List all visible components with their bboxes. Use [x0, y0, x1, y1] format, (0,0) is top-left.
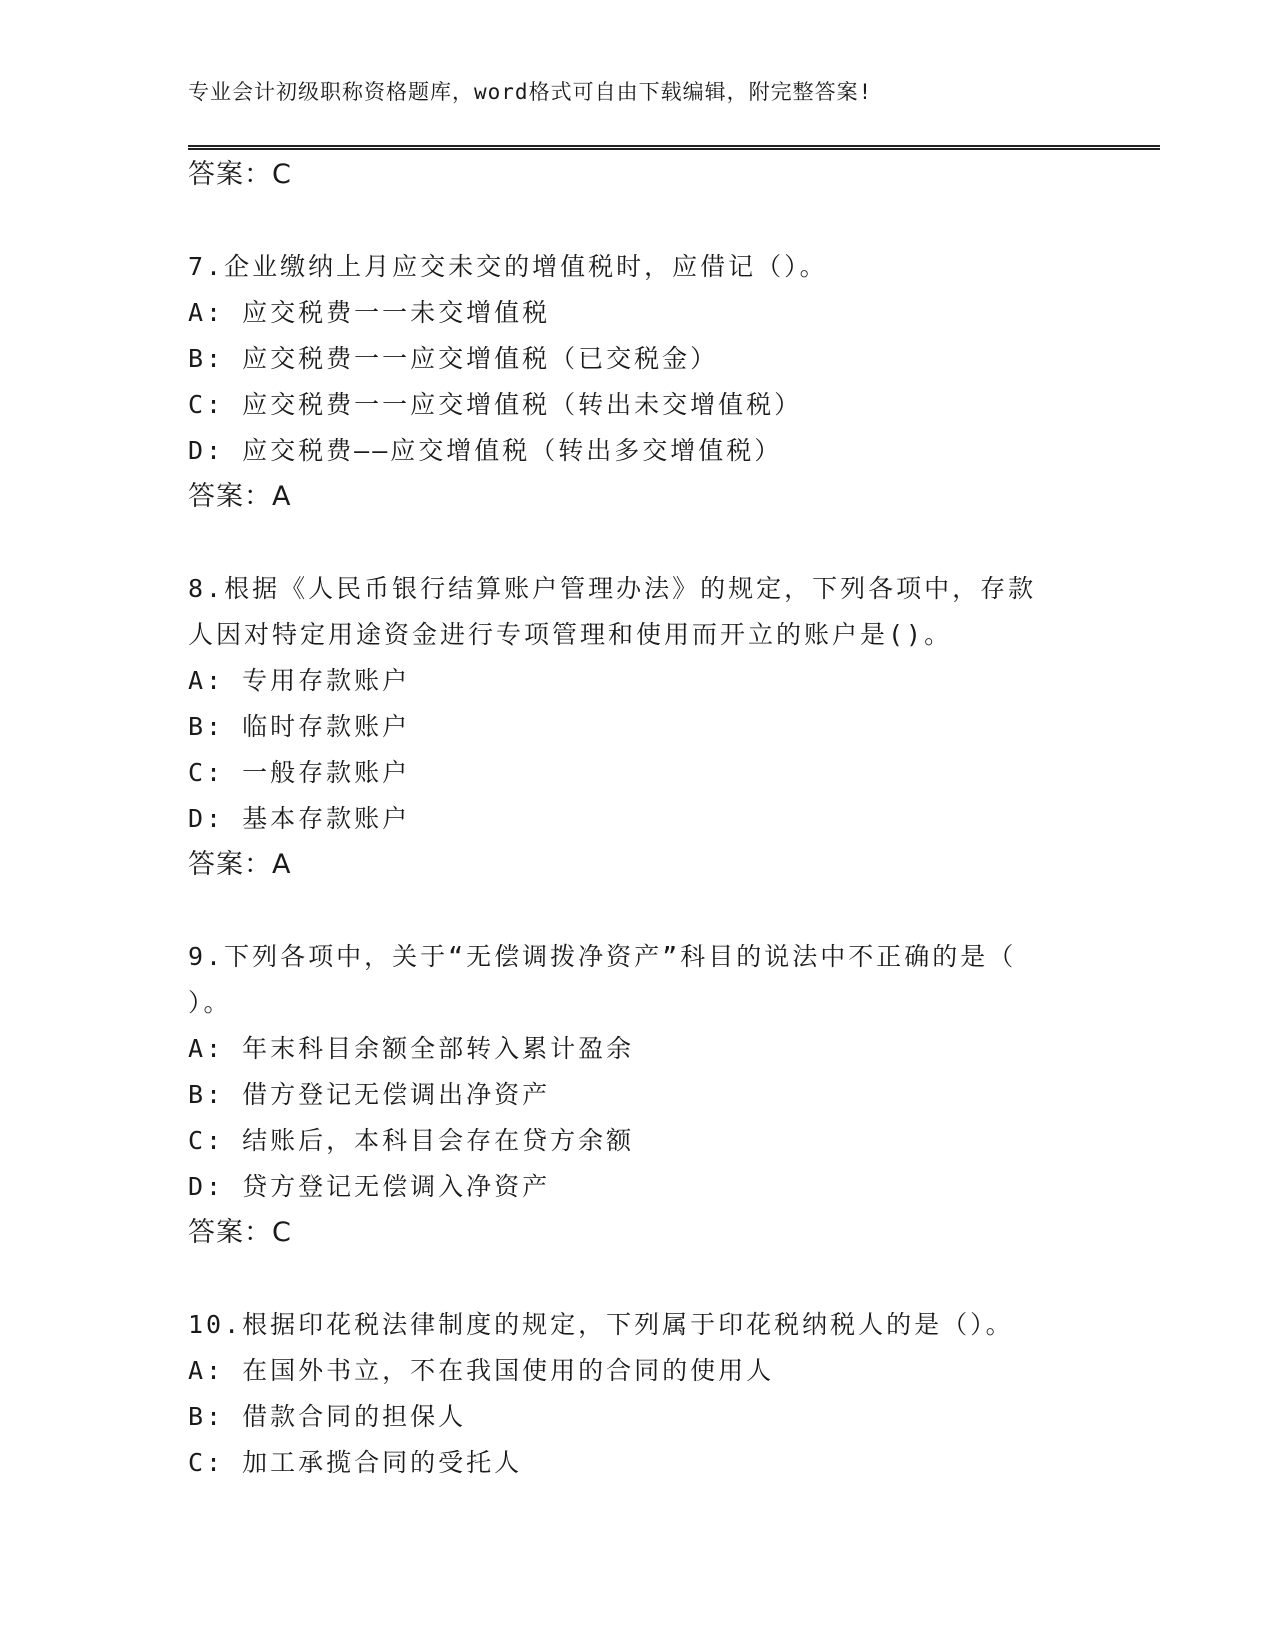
spacer: [188, 520, 1088, 566]
page-header: 专业会计初级职称资格题库，word格式可自由下载编辑，附完整答案!: [188, 80, 873, 104]
option-b: B: 借方登记无偿调出净资产: [188, 1080, 551, 1109]
question-9: [188, 934, 1088, 1256]
option-d: D: 贷方登记无偿调入净资产: [188, 1172, 551, 1201]
question-stem-continued: 人因对特定用途资金进行专项管理和使用而开立的账户是()。: [188, 620, 953, 649]
question-8: [188, 566, 1088, 888]
question-stem-continued: ）。: [188, 988, 232, 1017]
option-c: C: 结账后，本科目会存在贷方余额: [188, 1126, 635, 1155]
spacer: [188, 888, 1088, 934]
answer: 答案：A: [188, 481, 292, 512]
option-a: A: 专用存款账户: [188, 666, 411, 695]
question-7: [188, 244, 1088, 520]
option-a: A: 年末科目余额全部转入累计盈余: [188, 1034, 635, 1063]
question-10: [188, 1302, 1088, 1486]
spacer: [188, 1256, 1088, 1302]
option-a: A: 在国外书立，不在我国使用的合同的使用人: [188, 1356, 775, 1385]
document-body: [188, 152, 1088, 1486]
option-a: A: 应交税费一一未交增值税: [188, 298, 551, 327]
option-b: B: 临时存款账户: [188, 712, 411, 741]
answer: 答案：A: [188, 849, 292, 880]
option-d: D: 应交税费——应交增值税（转出多交增值税）: [188, 436, 783, 465]
option-c: C: 加工承揽合同的受托人: [188, 1448, 523, 1477]
spacer: [188, 198, 1088, 244]
option-b: B: 应交税费一一应交增值税（已交税金）: [188, 344, 719, 373]
question-stem: 8.根据《人民币银行结算账户管理办法》的规定，下列各项中，存款: [188, 574, 1037, 603]
question-stem: 10.根据印花税法律制度的规定，下列属于印花税纳税人的是（）。: [188, 1310, 1014, 1339]
option-c: C: 一般存款账户: [188, 758, 411, 787]
question-stem: 9.下列各项中，关于“无偿调拨净资产”科目的说法中不正确的是（: [188, 942, 1017, 971]
option-c: C: 应交税费一一应交增值税（转出未交增值税）: [188, 390, 803, 419]
option-d: D: 基本存款账户: [188, 804, 411, 833]
question-stem: 7.企业缴纳上月应交未交的增值税时，应借记（）。: [188, 252, 828, 281]
answer-q6: 答案：C: [188, 159, 292, 190]
answer: 答案：C: [188, 1217, 292, 1248]
header-divider: [188, 145, 1160, 150]
option-b: B: 借款合同的担保人: [188, 1402, 467, 1431]
